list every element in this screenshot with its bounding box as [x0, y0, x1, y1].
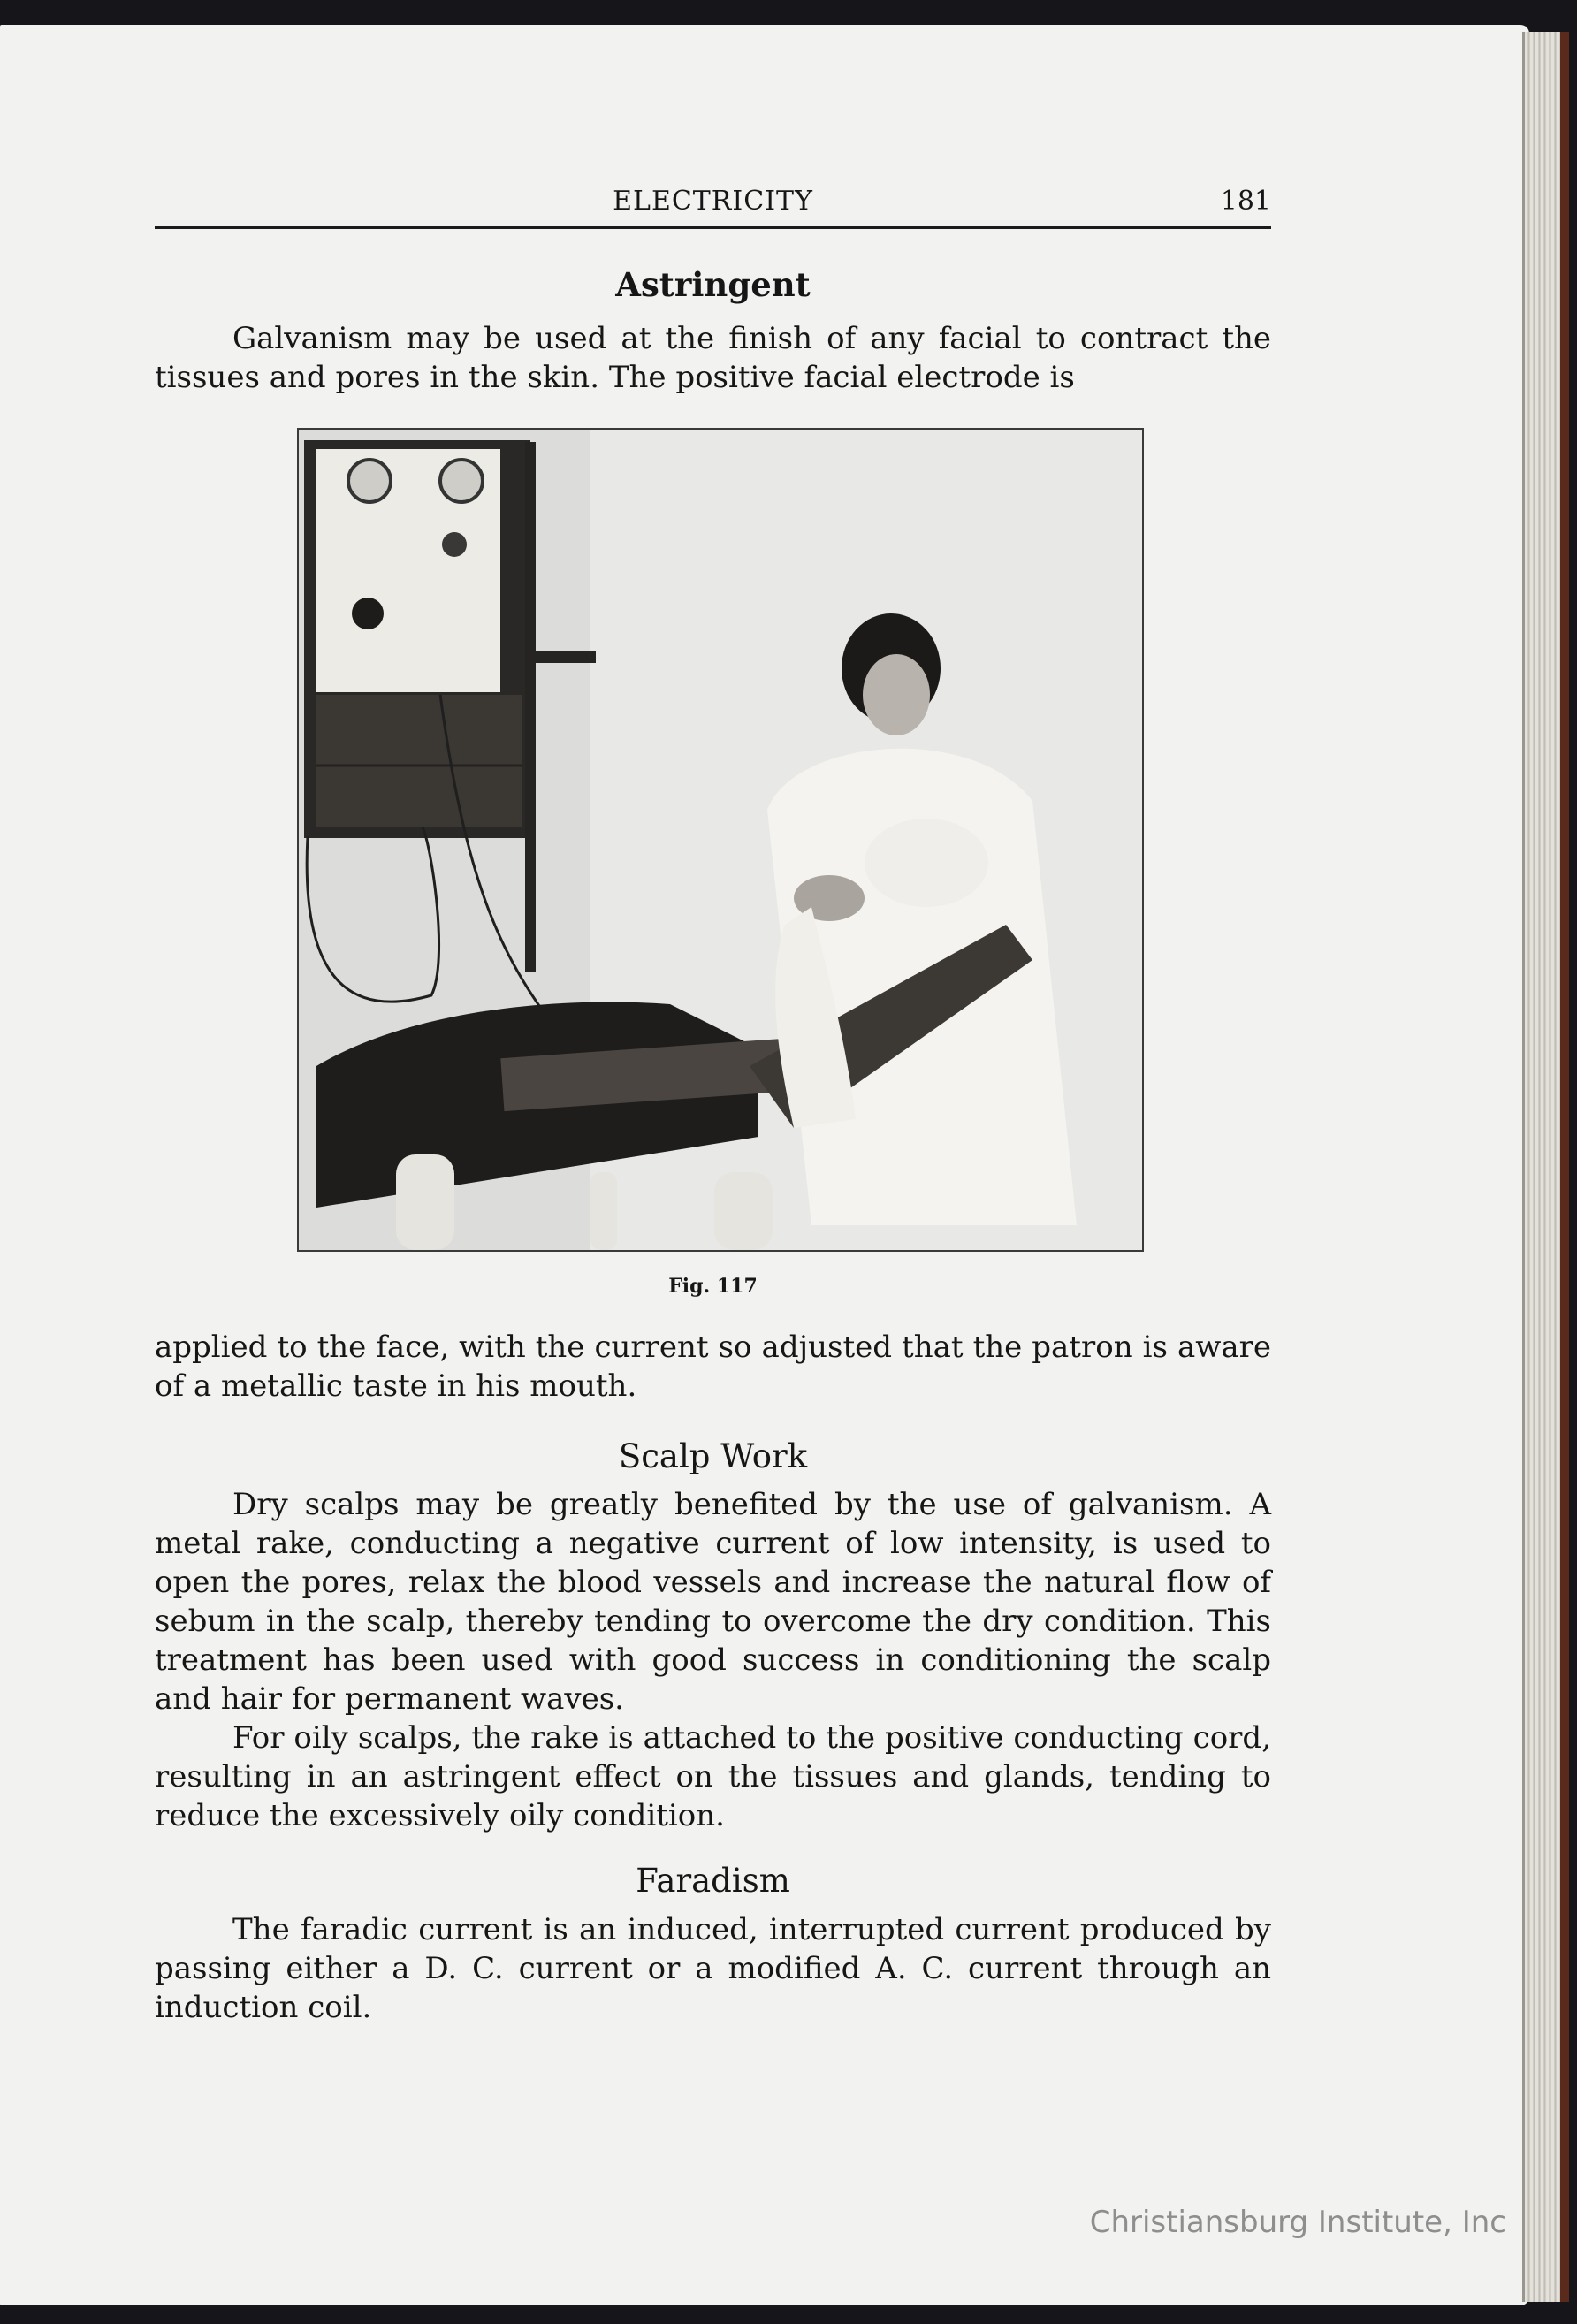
running-title: ELECTRICITY [613, 186, 813, 217]
paragraph-astringent-1: Galvanism may be used at the finish of any facial to contract the tissues and pores in the skin. The positive facial electrode is [155, 321, 1271, 395]
watermark-text: Christiansburg Institute, Inc [1089, 2205, 1506, 2240]
book-page [0, 25, 1529, 2305]
paragraph-astringent-2: applied to the face, with the current so adjusted that the patron is aware of a metallic taste in his mouth. [155, 1330, 1271, 1404]
figure-caption: Fig. 117 [668, 1275, 758, 1298]
figure-117-photo [297, 428, 1144, 1252]
heading-scalp-work: Scalp Work [618, 1437, 808, 1475]
heading-astringent: Astringent [615, 265, 811, 304]
page-header [155, 182, 1271, 229]
paragraph-scalp-work-2: For oily scalps, the rake is attached to the positive conducting cord, resulting in an astringent effect on the tissues and glands, tending to reduce the excessively oily condition. [155, 1720, 1271, 1833]
paragraph-faradism-1: The faradic current is an induced, interrupted current produced by passing either a D. C. current or a modified A. C. current through an induction coil. [155, 1912, 1271, 2025]
page-edges [1522, 32, 1569, 2302]
paragraph-scalp-work-1: Dry scalps may be greatly benefited by the use of galvanism. A metal rake, conducting a negative current of low intensity, is used to open the pores, relax the blood vessels and increase the natural flow of sebum in the scalp, thereby tending to overcome the dry condition. This treatment has been used with good success in conditioning the scalp and hair for permanent waves. [155, 1487, 1271, 1717]
heading-faradism: Faradism [636, 1862, 790, 1900]
figure-illustration [299, 430, 1142, 1250]
page-number: 181 [1220, 186, 1271, 217]
